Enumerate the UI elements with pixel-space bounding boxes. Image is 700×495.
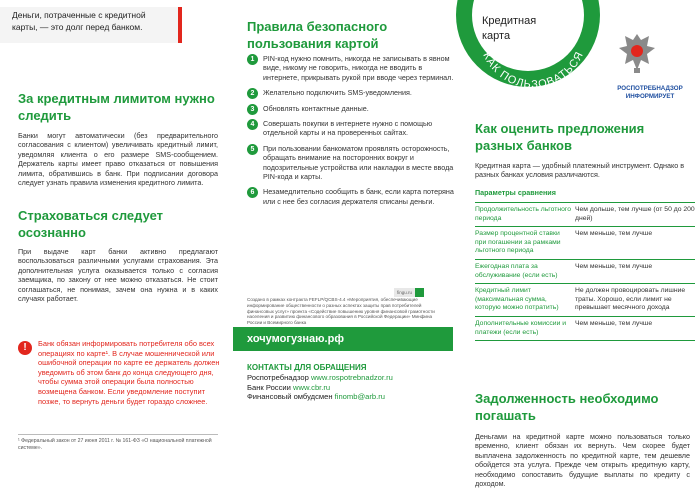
param-value: Не должен провоцировать лишние траты. Хорошо, если лимит не превышает месячного дохода — [575, 287, 686, 312]
param-name: Дополнительные комиссии и платежи (если есть) — [475, 319, 567, 336]
rule-text: Незамедлительно сообщить в банк, если карта потеряна или с нее без согласия держателя списаны деньги. — [263, 187, 454, 206]
rule-item — [247, 104, 457, 113]
website-link[interactable]: хочумогузнаю.рф — [233, 327, 453, 351]
param-name: Продолжительность льготного периода — [475, 206, 571, 222]
insurance-heading: Страховаться следует осознанно — [18, 208, 164, 240]
rules-heading: Правила безопасного пользования картой — [247, 19, 388, 51]
credit-limit-heading: За кредитным лимитом нужно следить — [18, 91, 215, 123]
param-name: Размер процентной ставки при погашении за рамками льготного периода — [475, 230, 561, 255]
param-value: Чем дольше, тем лучше (от 50 до 200 дней) — [575, 206, 695, 222]
rule-text: Обновлять контактные данные. — [263, 103, 369, 113]
params-heading: Параметры сравнения — [475, 188, 556, 197]
table-row — [475, 260, 695, 284]
debt-heading: Задолженность необходимо погашать — [475, 391, 659, 423]
fine-print: Создано в рамках контракта FEFLP/QCBS-4.4 «Мероприятия, обеспечивающие информирование общественности о разных аспектах защиты прав потребителей финансовых услуг» проекта «Содействие повышению уровня финансовой грамотности населения и развитию финансового образования в Российской Федерации» Минфина России и Всемирного банка — [247, 297, 435, 326]
contact-row — [247, 383, 452, 393]
rule-text: Совершать покупки в интернете нужно с помощью отдельной карты и на проверенных сайтах. — [263, 119, 433, 138]
number-badge: 5 — [247, 144, 258, 155]
params-table — [475, 202, 695, 341]
rules-list — [247, 54, 457, 212]
number-badge: 2 — [247, 88, 258, 99]
table-row — [475, 203, 695, 227]
badge-square-icon — [415, 288, 424, 297]
exclamation-icon: ! — [18, 341, 32, 355]
number-badge: 1 — [247, 54, 258, 65]
rule-item — [247, 187, 457, 206]
number-badge: 3 — [247, 104, 258, 115]
rule-item — [247, 88, 457, 97]
param-value: Чем меньше, тем лучше — [575, 262, 653, 270]
badge-text: fingu.ru — [397, 290, 413, 295]
rule-item — [247, 119, 457, 138]
param-name: Кредитный лимит (максимальная сумма, которую можно потратить) — [475, 287, 559, 312]
contacts-block — [247, 363, 452, 402]
table-row — [475, 227, 695, 260]
contact-name: Роспотребнадзор — [247, 372, 309, 382]
contact-link[interactable]: www.rospotrebnadzor.ru — [310, 372, 393, 382]
cover-arc-text: КАК ПОЛЬЗОВАТЬСЯ — [480, 49, 587, 91]
footnote: ¹ Федеральный закон от 27 июня 2011 г. № 161-ФЗ «О национальной платежной системе». — [18, 434, 218, 452]
contact-link[interactable]: finomb@arb.ru — [334, 392, 385, 402]
number-badge: 6 — [247, 187, 258, 198]
param-value: Чем меньше, тем лучше — [575, 230, 653, 238]
contact-row — [247, 392, 452, 402]
param-name: Ежегодная плата за обслуживание (если есть) — [475, 262, 558, 279]
rule-item — [247, 144, 457, 182]
table-row — [475, 317, 695, 341]
bank-notice-text: Банк обязан информировать потребителя обо всех операциях по карте¹. В случае мошеннической или ошибочной операции по карте ее держатель должен уведомить об этом банк до конца следующего дня, чтобы сумма этой операции была полностью возмещена банком. Если уведомление поступит позже, то вернуть деньги будет гораздо сложнее. — [38, 339, 220, 406]
param-value: Чем меньше, тем лучше — [575, 319, 653, 327]
cover-title: Кредитная карта — [482, 15, 537, 42]
debt-text: Деньгами на кредитной карте можно пользоваться только временно, клиент обязан их вернуть. Чем скорее будет выплачена задолженность по кредитной карте, тем дешевле обойдется эта услуга. Прежде чем открыть кредитную карту, необходимо сопоставить будущие выплаты по кредиту с доходом. — [475, 432, 690, 489]
contact-link[interactable]: www.cbr.ru — [293, 382, 331, 392]
assess-heading: Как оценить предложения разных банков — [475, 121, 645, 153]
rule-text: PIN-код нужно помнить, никогда не записывать в явном виде, никому не говорить, никогда не вводить в интернете, прикрывать рукой при вводе через терминал. — [263, 54, 454, 82]
left-panel — [0, 0, 233, 495]
bank-notice — [18, 339, 220, 406]
number-badge: 4 — [247, 119, 258, 130]
credit-limit-text: Банки могут автоматически (без предварительного согласования с клиентом) увеличивать кредитный лимит, уведомляя клиента о его размере SMS-сообщением. Держатель карты имеет право отказаться от повышения лимита, обратившись в банк. При подписании договора следует узнать правила изменения кредитного лимита. — [18, 131, 218, 188]
table-row — [475, 284, 695, 317]
contact-name: Банк России — [247, 382, 291, 392]
rule-text: При пользовании банкоматом проявлять осторожность, обращать внимание на посторонних вокруг и подозрительные устройства или накладки в месте ввода PIN-кода и карты. — [263, 143, 454, 182]
agency-name: РОСПОТРЕБНАДЗОР ИНФОРМИРУЕТ — [617, 85, 683, 100]
project-badge — [394, 288, 424, 297]
debt-quote: Деньги, потраченные с кредитной карты, — это долг перед банком. — [0, 7, 182, 43]
contacts-heading: КОНТАКТЫ ДЛЯ ОБРАЩЕНИЯ — [247, 363, 367, 372]
insurance-text: При выдаче карт банки активно предлагают воспользоваться различными услугами страхования. Эта дополнительная услуга оказывается только с согласия заемщика, по закону от нее можно отказаться. Не стоит соглашаться, не понимая, зачем она нужна и в каких случаях работает. — [18, 247, 218, 304]
rule-item — [247, 54, 457, 82]
eagle-emblem-icon — [617, 30, 657, 74]
rule-text: Желательно подключить SMS-уведомления. — [263, 88, 412, 98]
contact-row — [247, 373, 452, 383]
contact-name: Финансовый омбудсмен — [247, 392, 333, 402]
assess-text: Кредитная карта — удобный платежный инструмент. Однако в разных банках условия различаются. — [475, 161, 685, 180]
